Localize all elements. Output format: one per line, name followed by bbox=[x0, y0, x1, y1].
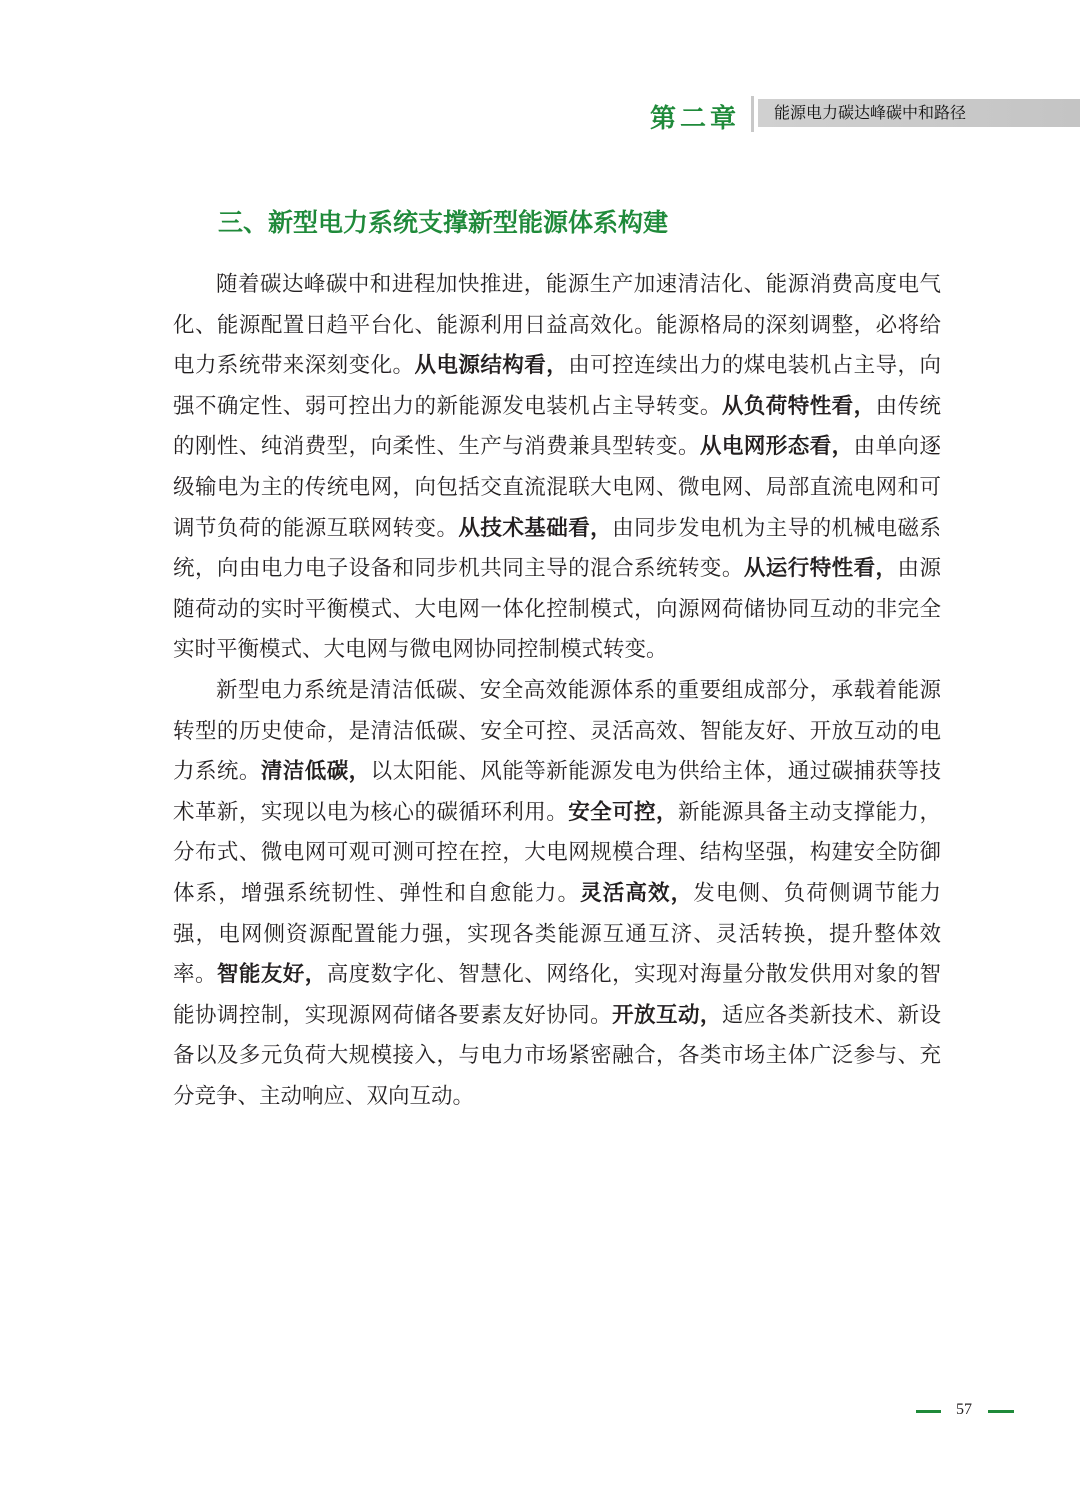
bold-run: 智能友好， bbox=[216, 962, 327, 988]
bold-run: 灵活高效， bbox=[580, 880, 694, 906]
section-title: 三、新型电力系统支撑新型能源体系构建 bbox=[218, 208, 669, 237]
text-run: 新能源具备主动支撑能力，分布式、微电网可观可测可控在控，大电网规模合理、结构坚强，构建安全防御体系，增强系统韧性、弹性和自愈能力。 bbox=[173, 799, 941, 906]
bold-run: 从运行特性看， bbox=[743, 556, 898, 582]
bold-run: 清洁低碳， bbox=[260, 759, 371, 785]
running-title: 能源电力碳达峰碳中和路径 bbox=[774, 103, 967, 122]
page-number: 57 bbox=[956, 1401, 972, 1418]
paragraph-1 bbox=[173, 265, 941, 671]
body-text bbox=[173, 265, 941, 1117]
text-run: 新型电力系统是清洁低碳、安全高效能源体系的重要组成部分，承载着能源转型的历史使命，是清洁低碳、安全可控、灵活高效、智能友好、开放互动的电力系统。 bbox=[173, 677, 941, 785]
text-run: 由单向逐级输电为主的传统电网，向包括交直流混联大电网、微电网、局部直流电网和可调节负荷的能源互联网转变。 bbox=[173, 434, 941, 541]
text-run: 高度数字化、智慧化、网络化，实现对海量分散发供用对象的智能协调控制，实现源网荷储各要素友好协同。 bbox=[173, 962, 941, 1028]
bold-run: 开放互动， bbox=[612, 1002, 722, 1028]
paragraph-2 bbox=[173, 671, 941, 1118]
text-run: 由传统的刚性、纯消费型，向柔性、生产与消费兼具型转变。 bbox=[173, 393, 941, 460]
text-run: 发电侧、负荷侧调节能力强，电网侧资源配置能力强，实现各类能源互通互济、灵活转换，提升整体效率。 bbox=[173, 880, 941, 988]
footer-left-rule bbox=[916, 1410, 941, 1413]
chapter-label: 第二章 bbox=[650, 104, 741, 134]
bold-run: 安全可控， bbox=[568, 799, 678, 825]
text-run: 以太阳能、风能等新能源发电为供给主体，通过碳捕获等技术革新，实现以电为核心的碳循环利用。 bbox=[173, 759, 941, 825]
text-run: 随着碳达峰碳中和进程加快推进，能源生产加速清洁化、能源消费高度电气化、能源配置日趋平台化、能源利用日益高效化。能源格局的深刻调整，必将给电力系统带来深刻变化。 bbox=[173, 272, 941, 379]
bold-run: 从电源结构看， bbox=[414, 353, 569, 379]
bold-run: 从技术基础看， bbox=[458, 515, 613, 541]
bold-run: 从电网形态看， bbox=[699, 434, 854, 460]
text-run: 由同步发电机为主导的机械电磁系统，向由电力电子设备和同步机共同主导的混合系统转变。 bbox=[173, 515, 941, 582]
header-divider bbox=[751, 96, 754, 132]
text-run: 由源随荷动的实时平衡模式、大电网一体化控制模式，向源网荷储协同互动的非完全实时平衡模式、大电网与微电网协同控制模式转变。 bbox=[173, 556, 941, 663]
text-run: 由可控连续出力的煤电装机占主导，向强不确定性、弱可控出力的新能源发电装机占主导转变。 bbox=[173, 353, 941, 419]
footer-right-rule bbox=[988, 1410, 1014, 1413]
page-header bbox=[0, 0, 1080, 160]
bold-run: 从负荷特性看， bbox=[721, 393, 876, 419]
text-run: 适应各类新技术、新设备以及多元负荷大规模接入，与电力市场紧密融合，各类市场主体广泛参与、充分竞争、主动响应、双向互动。 bbox=[173, 1002, 941, 1109]
